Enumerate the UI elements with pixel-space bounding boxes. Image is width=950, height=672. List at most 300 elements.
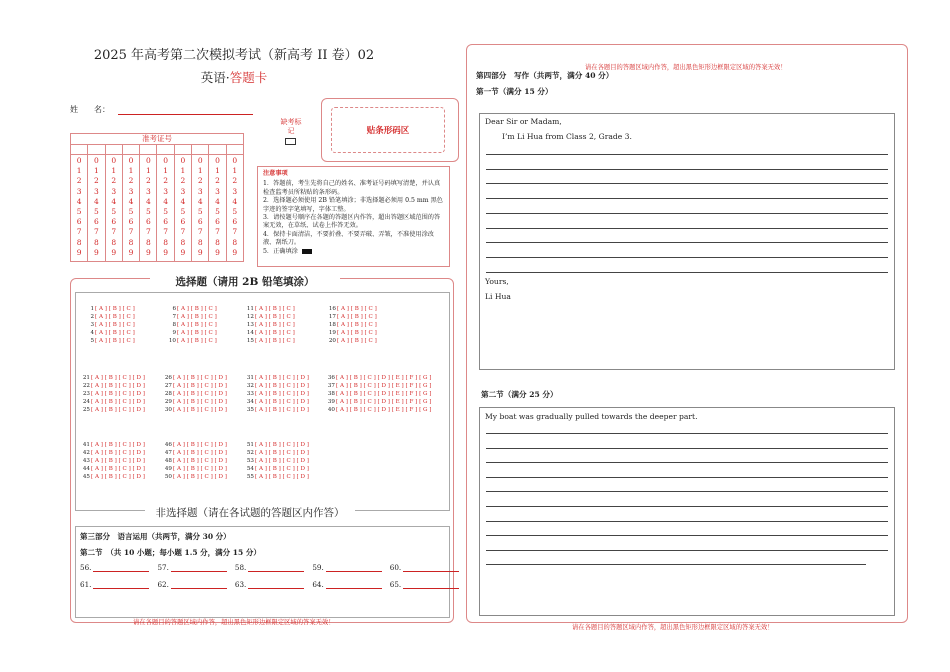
writing-box-1[interactable] [479, 113, 895, 370]
exam-id-digit[interactable]: 6 [163, 217, 169, 227]
mc-options[interactable]: [ A ] [ B ] [ C ] [177, 306, 217, 312]
blank-answer-line[interactable] [326, 563, 382, 572]
mc-question-row[interactable] [325, 390, 431, 398]
mc-question-row[interactable] [162, 406, 227, 414]
part4-section2-heading: 第二节（满分 25 分） [481, 390, 558, 399]
exam-id-digit[interactable]: 8 [145, 237, 151, 247]
mc-question-row[interactable] [166, 321, 217, 329]
exam-id-digit[interactable]: 1 [215, 166, 220, 176]
exam-id-digit[interactable]: 8 [94, 237, 99, 247]
exam-id-digit[interactable]: 3 [128, 186, 134, 196]
exam-id-digit[interactable]: 9 [215, 247, 220, 257]
mc-question-row[interactable] [162, 374, 227, 382]
writing-line [486, 213, 888, 214]
exam-id-digit[interactable]: 9 [76, 247, 82, 257]
exam-id-digit[interactable]: 5 [180, 207, 186, 217]
exam-id-digit[interactable]: 9 [111, 247, 117, 257]
mc-question-group [84, 305, 135, 345]
mc-question-row[interactable] [80, 465, 145, 473]
mc-question-number: 30 [164, 407, 172, 414]
exam-id-digit[interactable]: 2 [76, 176, 82, 186]
mc-question-number: 27 [164, 383, 172, 390]
mc-options[interactable]: [ A ] [ B ] [ C ] [ D ] [91, 474, 145, 481]
exam-id-digit[interactable]: 8 [111, 237, 117, 247]
mc-question-row[interactable] [244, 313, 295, 321]
mc-question-number: 52 [246, 450, 254, 457]
exam-id-digit[interactable]: 3 [215, 186, 220, 196]
exam-id-digit[interactable]: 1 [163, 166, 169, 176]
mc-options[interactable]: [ A ] [ B ] [ C ] [177, 330, 217, 337]
mc-question-row[interactable] [80, 457, 145, 465]
mc-question-row[interactable] [84, 337, 135, 345]
mc-options[interactable]: [ A ] [ B ] [ C ] [ D ] [91, 442, 145, 448]
exam-id-write-row [71, 145, 243, 155]
mc-question-number: 44 [82, 466, 90, 473]
exam-id-grid [70, 133, 244, 262]
exam-id-digit[interactable]: 7 [76, 227, 82, 237]
mc-question-group [162, 374, 227, 414]
mc-options[interactable]: [ A ] [ B ] [ C ] [95, 338, 135, 345]
name-label: 姓 名： [70, 105, 110, 114]
mc-options[interactable]: [ A ] [ B ] [ C ] [ D ] [255, 458, 309, 465]
mc-question-row[interactable] [162, 449, 227, 457]
mc-options[interactable]: [ A ] [ B ] [ C ] [ D ] [91, 466, 145, 473]
exam-id-digit[interactable]: 0 [94, 156, 99, 165]
writing-line [486, 491, 888, 492]
exam-id-digit[interactable]: 3 [232, 186, 238, 196]
mc-question-row[interactable] [80, 382, 145, 390]
exam-id-digit[interactable]: 1 [197, 166, 203, 176]
exam-id-digit[interactable]: 0 [163, 156, 169, 165]
exam-id-digit[interactable]: 6 [232, 217, 238, 227]
writing-box-2[interactable] [479, 407, 895, 616]
exam-id-digit[interactable]: 1 [76, 166, 82, 176]
exam-id-digit[interactable]: 2 [163, 176, 169, 186]
exam-id-digit[interactable]: 9 [128, 247, 134, 257]
exam-id-digit[interactable]: 1 [232, 166, 238, 176]
exam-id-digit[interactable]: 0 [145, 156, 151, 165]
mc-options[interactable]: [ A ] [ B ] [ C ] [ D ] [173, 407, 227, 414]
mc-options[interactable]: [ A ] [ B ] [ C ] [ D ] [173, 458, 227, 465]
exam-id-digit[interactable]: 4 [180, 196, 186, 206]
mc-options[interactable]: [ A ] [ B ] [ C ] [ D ] [ E ] [ F ] [ G ] [336, 399, 432, 406]
mc-question-group [244, 441, 309, 481]
mc-options[interactable]: [ A ] [ B ] [ C ] [95, 306, 135, 312]
mc-options[interactable]: [ A ] [ B ] [ C ] [ D ] [173, 450, 227, 457]
blank-answer-line[interactable] [171, 580, 227, 589]
name-field[interactable] [118, 106, 253, 115]
exam-id-digit[interactable]: 2 [197, 176, 203, 186]
mc-options[interactable]: [ A ] [ B ] [ C ] [ D ] [173, 383, 227, 390]
blank-number: 65. [389, 580, 402, 589]
mc-options[interactable]: [ A ] [ B ] [ C ] [177, 322, 217, 329]
exam-id-digit[interactable]: 7 [215, 227, 220, 237]
mc-question-number: 23 [82, 391, 90, 398]
mc-question-row[interactable] [325, 374, 431, 382]
mc-question-row[interactable] [325, 406, 431, 414]
exam-id-digit[interactable]: 3 [180, 186, 186, 196]
exam-id-digit[interactable]: 1 [145, 166, 151, 176]
exam-id-digit[interactable]: 4 [145, 196, 151, 206]
mc-options[interactable]: [ A ] [ B ] [ C ] [ D ] [255, 442, 309, 448]
exam-id-digit[interactable]: 2 [215, 176, 220, 186]
blank-answer-line[interactable] [171, 563, 227, 572]
mc-question-row[interactable] [84, 313, 135, 321]
mc-options[interactable]: [ A ] [ B ] [ C ] [255, 306, 295, 312]
mc-question-group [326, 305, 377, 345]
mc-question-row[interactable] [162, 457, 227, 465]
exam-id-digit[interactable]: 0 [180, 156, 186, 165]
mc-question-number: 5 [90, 338, 94, 345]
exam-id-write-cell[interactable] [175, 145, 192, 154]
mc-question-row[interactable] [84, 305, 135, 313]
mc-options[interactable]: [ A ] [ B ] [ C ] [ D ] [173, 391, 227, 398]
exam-id-digit[interactable]: 3 [163, 186, 169, 196]
mc-options[interactable]: [ A ] [ B ] [ C ] [ D ] [255, 399, 309, 406]
blank-number: 62. [157, 580, 169, 589]
mc-question-row[interactable] [166, 337, 217, 345]
mc-options[interactable]: [ A ] [ B ] [ C ] [ D ] [173, 474, 227, 481]
exam-id-digit[interactable]: 8 [232, 237, 238, 247]
mc-question-number: 55 [246, 474, 254, 481]
exam-id-digit[interactable]: 5 [94, 207, 99, 217]
mc-question-row[interactable] [80, 441, 145, 449]
exam-id-digit[interactable]: 9 [180, 247, 186, 257]
mc-question-row[interactable] [244, 441, 309, 449]
exam-id-digit[interactable]: 1 [180, 166, 186, 176]
exam-id-digit[interactable]: 6 [197, 217, 203, 227]
exam-id-digit[interactable]: 3 [94, 186, 99, 196]
part3-section2-heading: 第二节 （共 10 小题；每小题 1.5 分，满分 15 分） [80, 548, 261, 557]
exam-id-digit[interactable]: 3 [197, 186, 203, 196]
exam-id-digit[interactable]: 0 [215, 156, 220, 165]
mc-question-row[interactable] [162, 441, 227, 449]
mc-question-number: 45 [82, 474, 90, 481]
writing-line [486, 477, 888, 478]
exam-id-digit[interactable]: 8 [215, 237, 220, 247]
mc-question-row[interactable] [244, 449, 309, 457]
blank-answer-line[interactable] [403, 563, 459, 572]
mc-question-number: 47 [164, 450, 172, 457]
exam-id-digit[interactable]: 4 [76, 196, 82, 206]
exam-id-digit[interactable]: 4 [232, 196, 238, 206]
mc-question-row[interactable] [326, 321, 377, 329]
mc-options[interactable]: [ A ] [ B ] [ C ] [ D ] [255, 391, 309, 398]
mc-question-row[interactable] [80, 449, 145, 457]
mc-question-row[interactable] [244, 457, 309, 465]
mc-options[interactable]: [ A ] [ B ] [ C ] [ D ] [173, 375, 227, 381]
mc-question-number: 15 [246, 338, 254, 345]
mc-options[interactable]: [ A ] [ B ] [ C ] [ D ] [91, 391, 145, 398]
mc-options[interactable]: [ A ] [ B ] [ C ] [ D ] [173, 466, 227, 473]
exam-id-digit[interactable]: 5 [76, 207, 82, 217]
mc-question-row[interactable] [162, 390, 227, 398]
exam-id-digit[interactable]: 2 [232, 176, 238, 186]
exam-id-digit[interactable]: 7 [180, 227, 186, 237]
mc-question-number: 48 [164, 458, 172, 465]
exam-id-write-cell[interactable] [71, 145, 88, 154]
exam-id-digit[interactable]: 9 [163, 247, 169, 257]
exam-id-digit[interactable]: 7 [197, 227, 203, 237]
mc-question-row[interactable] [80, 473, 145, 481]
mc-options[interactable]: [ A ] [ B ] [ C ] [337, 322, 377, 329]
mc-options[interactable]: [ A ] [ B ] [ C ] [ D ] [173, 442, 227, 448]
mc-options[interactable]: [ A ] [ B ] [ C ] [255, 338, 295, 345]
mc-question-number: 28 [164, 391, 172, 398]
mc-question-number: 36 [327, 375, 335, 381]
mc-options[interactable]: [ A ] [ B ] [ C ] [ D ] [255, 466, 309, 473]
mc-question-row[interactable] [80, 406, 145, 414]
exam-id-digit[interactable]: 7 [232, 227, 238, 237]
exam-id-digit[interactable]: 4 [215, 196, 220, 206]
mc-question-row[interactable] [244, 321, 295, 329]
exam-id-digit[interactable]: 5 [128, 207, 134, 217]
mc-question-row[interactable] [326, 329, 377, 337]
mc-options[interactable]: [ A ] [ B ] [ C ] [255, 330, 295, 337]
mc-question-number: 11 [246, 306, 254, 312]
exam-id-digit[interactable]: 5 [163, 207, 169, 217]
mc-question-row[interactable] [162, 398, 227, 406]
exam-id-column [192, 155, 209, 261]
mc-question-number: 1 [90, 306, 94, 312]
mc-question-row[interactable] [244, 398, 309, 406]
exam-id-digit[interactable]: 5 [197, 207, 203, 217]
writing-line [486, 228, 888, 229]
exam-id-digit[interactable]: 8 [76, 237, 82, 247]
exam-id-digit[interactable]: 7 [111, 227, 117, 237]
exam-id-digit[interactable]: 9 [197, 247, 203, 257]
mc-question-row[interactable] [244, 473, 309, 481]
blank-item [80, 580, 149, 589]
mc-options[interactable]: [ A ] [ B ] [ C ] [177, 314, 217, 321]
exam-id-write-cell[interactable] [88, 145, 105, 154]
exam-id-digit[interactable]: 8 [180, 237, 186, 247]
writing-line [486, 462, 888, 463]
exam-id-digit[interactable]: 2 [111, 176, 117, 186]
exam-id-digit[interactable]: 0 [197, 156, 203, 165]
exam-id-digit[interactable]: 0 [111, 156, 117, 165]
blank-answer-line[interactable] [248, 563, 304, 572]
mc-question-row[interactable] [326, 313, 377, 321]
mc-question-number: 20 [328, 338, 336, 345]
mc-question-row[interactable] [166, 313, 217, 321]
mc-question-row[interactable] [84, 321, 135, 329]
writing-line [486, 183, 888, 184]
mc-question-row[interactable] [244, 329, 295, 337]
letter-closing: Yours, [485, 277, 509, 286]
exam-id-digit[interactable]: 0 [128, 156, 134, 165]
exam-id-digit[interactable]: 5 [232, 207, 238, 217]
exam-id-digit[interactable]: 0 [232, 156, 238, 165]
exam-id-digit[interactable]: 1 [94, 166, 99, 176]
exam-id-digit[interactable]: 6 [145, 217, 151, 227]
exam-id-digit[interactable]: 6 [215, 217, 220, 227]
exam-id-digit[interactable]: 3 [111, 186, 117, 196]
blank-item [312, 580, 381, 589]
blank-item [235, 563, 304, 572]
mc-options[interactable]: [ A ] [ B ] [ C ] [ D ] [255, 375, 309, 381]
absent-checkbox[interactable] [285, 138, 296, 145]
exam-id-digit[interactable]: 9 [94, 247, 99, 257]
mc-question-row[interactable] [162, 473, 227, 481]
mc-question-row[interactable] [84, 329, 135, 337]
exam-id-write-cell[interactable] [157, 145, 174, 154]
exam-id-digit[interactable]: 5 [145, 207, 151, 217]
mc-question-row[interactable] [80, 374, 145, 382]
exam-id-write-cell[interactable] [192, 145, 209, 154]
exam-id-digit[interactable]: 3 [145, 186, 151, 196]
exam-id-digit[interactable]: 5 [215, 207, 220, 217]
exam-id-column [123, 155, 140, 261]
exam-id-digit[interactable]: 6 [180, 217, 186, 227]
mc-question-number: 29 [164, 399, 172, 406]
exam-id-digit[interactable]: 2 [94, 176, 99, 186]
exam-id-digit[interactable]: 1 [111, 166, 117, 176]
mc-question-row[interactable] [326, 305, 377, 313]
mc-options[interactable]: [ A ] [ B ] [ C ] [ D ] [255, 407, 309, 414]
mc-question-row[interactable] [244, 390, 309, 398]
mc-question-row[interactable] [162, 465, 227, 473]
subtitle-separator: · [225, 70, 230, 85]
mc-question-row[interactable] [325, 398, 431, 406]
mc-options[interactable]: [ A ] [ B ] [ C ] [95, 322, 135, 329]
mc-question-number: 35 [246, 407, 254, 414]
mc-question-number: 18 [328, 322, 336, 329]
exam-id-digit[interactable]: 8 [163, 237, 169, 247]
blank-row-1 [80, 563, 467, 572]
exam-id-digit[interactable]: 6 [94, 217, 99, 227]
mc-options[interactable]: [ A ] [ B ] [ C ] [ D ] [91, 383, 145, 390]
mc-options[interactable]: [ A ] [ B ] [ C ] [ D ] [255, 450, 309, 457]
mc-options[interactable]: [ A ] [ B ] [ C ] [337, 338, 377, 345]
blank-item [157, 563, 226, 572]
mc-options[interactable]: [ A ] [ B ] [ C ] [337, 330, 377, 337]
mc-options[interactable]: [ A ] [ B ] [ C ] [ D ] [ E ] [ F ] [ G ] [336, 407, 432, 414]
writing-line [486, 154, 888, 155]
mc-question-row[interactable] [244, 382, 309, 390]
subtitle-card: 答题卡 [229, 70, 268, 85]
exam-id-write-cell[interactable] [106, 145, 123, 154]
blank-number: 58. [234, 563, 247, 572]
mc-options[interactable]: [ A ] [ B ] [ C ] [ D ] [91, 407, 145, 414]
exam-id-digit[interactable]: 6 [128, 217, 134, 227]
exam-id-digit[interactable]: 0 [76, 156, 82, 165]
exam-id-digit[interactable]: 8 [197, 237, 203, 247]
mc-options[interactable]: [ A ] [ B ] [ C ] [ D ] [91, 450, 145, 457]
mc-question-row[interactable] [325, 382, 431, 390]
mc-question-number: 6 [172, 306, 176, 312]
mc-question-row[interactable] [80, 390, 145, 398]
exam-id-digit[interactable]: 7 [94, 227, 99, 237]
mc-question-row[interactable] [244, 465, 309, 473]
writing-line [486, 272, 888, 273]
mc-options[interactable]: [ A ] [ B ] [ C ] [ D ] [255, 383, 309, 390]
nonchoice-title: 非选择题（请在各试题的答题区内作答） [145, 505, 355, 520]
mc-options[interactable]: [ A ] [ B ] [ C ] [255, 322, 295, 329]
mc-options[interactable]: [ A ] [ B ] [ C ] [ D ] [91, 399, 145, 406]
exam-id-digit[interactable]: 3 [76, 186, 82, 196]
writing-line [486, 535, 888, 536]
blank-answer-line[interactable] [403, 580, 459, 589]
mc-question-row[interactable] [244, 406, 309, 414]
blank-item [390, 563, 459, 572]
exam-id-digit[interactable]: 9 [145, 247, 151, 257]
exam-id-write-cell[interactable] [140, 145, 157, 154]
mc-question-row[interactable] [162, 382, 227, 390]
blank-number: 61. [80, 580, 92, 589]
exam-id-digit[interactable]: 4 [128, 196, 134, 206]
mc-options[interactable]: [ A ] [ B ] [ C ] [ D ] [255, 474, 309, 481]
mc-question-row[interactable] [244, 305, 295, 313]
exam-id-digit[interactable]: 2 [128, 176, 134, 186]
exam-id-digit[interactable]: 2 [180, 176, 186, 186]
exam-id-digit[interactable]: 7 [145, 227, 151, 237]
mc-question-number: 39 [327, 399, 335, 406]
exam-id-digit[interactable]: 2 [145, 176, 151, 186]
exam-id-digit[interactable]: 1 [128, 166, 134, 176]
exam-id-column [140, 155, 157, 261]
blank-answer-line[interactable] [326, 580, 382, 589]
exam-id-write-cell[interactable] [123, 145, 140, 154]
mc-options[interactable]: [ A ] [ B ] [ C ] [337, 314, 377, 321]
mc-question-row[interactable] [80, 398, 145, 406]
mc-question-row[interactable] [166, 329, 217, 337]
blank-answer-line[interactable] [248, 580, 304, 589]
notice-item-2: 2．选择题必须使用 2B 铅笔填涂；非选择题必须用 0.5 mm 黑色字迹的签字笔填写，字体工整。 [263, 197, 443, 213]
part4-heading: 第四部分 写作（共两节，满分 40 分） [476, 71, 614, 80]
mc-question-number: 21 [82, 375, 90, 381]
blank-answer-line[interactable] [93, 580, 149, 589]
mc-question-row[interactable] [326, 337, 377, 345]
exam-id-digit[interactable]: 7 [163, 227, 169, 237]
mc-options[interactable]: [ A ] [ B ] [ C ] [ D ] [173, 399, 227, 406]
exam-id-digit[interactable]: 5 [111, 207, 117, 217]
exam-id-column [227, 155, 243, 261]
writing-line [486, 169, 888, 170]
mc-options[interactable]: [ A ] [ B ] [ C ] [177, 338, 217, 345]
mc-options[interactable]: [ A ] [ B ] [ C ] [ D ] [91, 458, 145, 465]
exam-id-digit[interactable]: 4 [111, 196, 117, 206]
exam-id-digit[interactable]: 9 [232, 247, 238, 257]
mc-question-group [244, 374, 309, 414]
exam-id-digit[interactable]: 6 [76, 217, 82, 227]
mc-question-number: 32 [246, 383, 254, 390]
barcode-area: 贴条形码区 [331, 107, 445, 153]
mc-options[interactable]: [ A ] [ B ] [ C ] [ D ] [ E ] [ F ] [ G ] [336, 375, 432, 381]
mc-options[interactable]: [ A ] [ B ] [ C ] [95, 314, 135, 321]
mc-options[interactable]: [ A ] [ B ] [ C ] [ D ] [ E ] [ F ] [ G ] [336, 391, 432, 398]
mc-question-row[interactable] [166, 305, 217, 313]
mc-question-row[interactable] [244, 337, 295, 345]
exam-id-digit[interactable]: 4 [197, 196, 203, 206]
mc-options[interactable]: [ A ] [ B ] [ C ] [95, 330, 135, 337]
mc-options[interactable]: [ A ] [ B ] [ C ] [ D ] [91, 375, 145, 381]
exam-id-digit[interactable]: 6 [111, 217, 117, 227]
mc-options[interactable]: [ A ] [ B ] [ C ] [ D ] [ E ] [ F ] [ G ] [336, 383, 432, 390]
exam-id-write-cell[interactable] [209, 145, 226, 154]
mc-question-number: 17 [328, 314, 336, 321]
blank-answer-line[interactable] [93, 563, 149, 572]
mc-options[interactable]: [ A ] [ B ] [ C ] [255, 314, 295, 321]
exam-id-digit[interactable]: 8 [128, 237, 134, 247]
exam-id-digit[interactable]: 4 [94, 196, 99, 206]
exam-id-digit[interactable]: 4 [163, 196, 169, 206]
mc-question-row[interactable] [244, 374, 309, 382]
exam-id-write-cell[interactable] [227, 145, 243, 154]
mc-options[interactable]: [ A ] [ B ] [ C ] [337, 306, 377, 312]
exam-id-digit[interactable]: 7 [128, 227, 134, 237]
mc-title: 选择题（请用 2B 铅笔填涂） [150, 274, 340, 289]
